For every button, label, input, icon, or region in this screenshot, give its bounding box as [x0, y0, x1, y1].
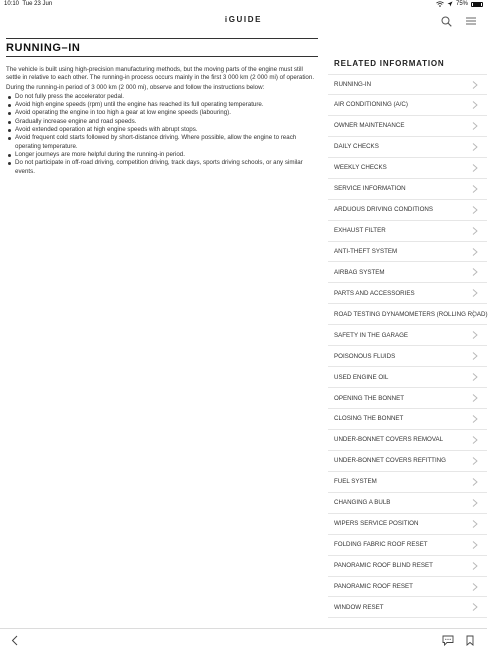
related-item[interactable]	[328, 200, 487, 221]
related-item-label: POISONOUS FLUIDS	[334, 352, 396, 360]
search-icon[interactable]	[439, 14, 453, 28]
instruction-item: Avoid extended operation at high engine speeds with abrupt stops.	[6, 126, 318, 134]
chevron-right-icon	[472, 81, 478, 89]
related-item-label: OPENING THE BONNET	[334, 394, 405, 402]
page-title: RUNNING–IN	[6, 42, 81, 54]
related-item-label: WEEKLY CHECKS	[334, 164, 387, 172]
chevron-right-icon	[472, 248, 478, 256]
related-item[interactable]	[328, 158, 487, 179]
bottom-toolbar	[0, 628, 487, 650]
related-item-label: RUNNING-IN	[334, 80, 372, 88]
wifi-icon	[436, 1, 444, 7]
related-item-label: ROAD TESTING DYNAMOMETERS (ROLLING ROAD)	[334, 310, 488, 318]
related-item-label: AIR CONDITIONING (A/C)	[334, 101, 408, 109]
instruction-item: Avoid operating the engine in too high a gear at low engine speeds (labouring).	[6, 109, 318, 117]
related-item-label: ANTI-THEFT SYSTEM	[334, 247, 398, 255]
related-item-label: OWNER MAINTENANCE	[334, 122, 405, 130]
related-item[interactable]	[328, 325, 487, 346]
related-item[interactable]	[328, 535, 487, 556]
related-item[interactable]	[328, 409, 487, 430]
bookmark-icon[interactable]	[463, 633, 477, 647]
related-item[interactable]	[328, 242, 487, 263]
related-item[interactable]	[328, 514, 487, 535]
related-item-label: PARTS AND ACCESSORIES	[334, 289, 415, 297]
chevron-right-icon	[472, 415, 478, 423]
related-item[interactable]	[328, 179, 487, 200]
chevron-right-icon	[472, 143, 478, 151]
related-item-label: FOLDING FABRIC ROOF RESET	[334, 541, 428, 549]
related-item[interactable]	[328, 221, 487, 242]
related-information-panel	[328, 54, 487, 618]
chevron-right-icon	[472, 562, 478, 570]
related-item-label: FUEL SYSTEM	[334, 478, 377, 486]
chevron-right-icon	[472, 583, 478, 591]
instruction-item: Avoid frequent cold starts followed by short-distance driving. Where possible, allow the engine to reach operating temperature.	[6, 134, 318, 151]
related-item[interactable]	[328, 367, 487, 388]
related-item[interactable]	[328, 597, 487, 618]
related-item-label: AIRBAG SYSTEM	[334, 268, 385, 276]
related-title: RELATED INFORMATION	[334, 59, 445, 68]
chevron-right-icon	[472, 478, 478, 486]
related-item-label: CLOSING THE BONNET	[334, 415, 404, 423]
status-time: 10:10 Tue 23 Jun	[4, 1, 53, 7]
back-chevron-icon[interactable]	[8, 633, 22, 647]
related-list	[328, 74, 487, 618]
related-item[interactable]	[328, 577, 487, 598]
app-title: iGUIDE	[224, 15, 263, 24]
status-right	[436, 1, 483, 7]
chevron-right-icon	[472, 185, 478, 193]
chevron-right-icon	[472, 436, 478, 444]
chevron-right-icon	[472, 101, 478, 109]
battery-icon	[471, 2, 483, 7]
title-rule-bottom	[6, 56, 318, 57]
related-item[interactable]	[328, 451, 487, 472]
title-rule-top	[6, 38, 318, 39]
related-item[interactable]	[328, 74, 487, 95]
chevron-right-icon	[472, 352, 478, 360]
comment-icon[interactable]	[441, 633, 455, 647]
instruction-list	[6, 93, 318, 176]
chevron-right-icon	[472, 268, 478, 276]
related-item-label: SERVICE INFORMATION	[334, 185, 406, 193]
chevron-right-icon	[472, 331, 478, 339]
related-item-label: WIPERS SERVICE POSITION	[334, 520, 419, 528]
chevron-right-icon	[472, 603, 478, 611]
related-item[interactable]	[328, 493, 487, 514]
related-item-label: UNDER-BONNET COVERS REMOVAL	[334, 436, 444, 444]
article-body	[6, 66, 318, 176]
article-lead: During the running-in period of 3 000 km (2 000 mi), observe and follow the instructions below:	[6, 83, 265, 91]
chevron-right-icon	[472, 289, 478, 297]
related-item[interactable]	[328, 304, 487, 325]
chevron-right-icon	[472, 310, 478, 318]
related-item[interactable]	[328, 556, 487, 577]
related-item[interactable]	[328, 388, 487, 409]
related-item[interactable]	[328, 472, 487, 493]
related-item-label: DAILY CHECKS	[334, 143, 379, 151]
related-item[interactable]	[328, 262, 487, 283]
article-intro: The vehicle is built using high-precision manufacturing methods, but the moving parts of the engine must still settle in relative to each other. The running-in process occurs mainly in the first 3 000 km (2 000 mi) of operation.	[6, 66, 315, 82]
chevron-right-icon	[472, 520, 478, 528]
chevron-right-icon	[472, 457, 478, 465]
top-bar	[0, 10, 487, 32]
related-item[interactable]	[328, 430, 487, 451]
related-item[interactable]	[328, 95, 487, 116]
hamburger-menu-icon[interactable]	[464, 14, 478, 28]
related-item[interactable]	[328, 346, 487, 367]
chevron-right-icon	[472, 541, 478, 549]
chevron-right-icon	[472, 394, 478, 402]
chevron-right-icon	[472, 499, 478, 507]
related-item-label: EXHAUST FILTER	[334, 227, 386, 235]
related-item-label: USED ENGINE OIL	[334, 373, 389, 381]
related-item-label: WINDOW RESET	[334, 603, 384, 611]
chevron-right-icon	[472, 227, 478, 235]
instruction-item: Longer journeys are more helpful during the running-in period.	[6, 151, 318, 159]
instruction-item: Gradually increase engine and road speeds.	[6, 118, 318, 126]
chevron-right-icon	[472, 122, 478, 130]
related-item-label: SAFETY IN THE GARAGE	[334, 331, 409, 339]
location-icon	[447, 1, 453, 7]
instruction-item: Do not fully press the accelerator pedal.	[6, 93, 318, 101]
status-bar	[0, 0, 487, 10]
chevron-right-icon	[472, 373, 478, 381]
related-item-label: CHANGING A BULB	[334, 499, 391, 507]
related-item-label: ARDUOUS DRIVING CONDITIONS	[334, 206, 434, 214]
related-item[interactable]	[328, 116, 487, 137]
chevron-right-icon	[472, 206, 478, 214]
instruction-item: Avoid high engine speeds (rpm) until the engine has reached its full operating temperature.	[6, 101, 318, 109]
chevron-right-icon	[472, 164, 478, 172]
battery-percent: 75%	[455, 1, 468, 7]
related-item-label: UNDER-BONNET COVERS REFITTING	[334, 457, 446, 465]
related-item-label: PANORAMIC ROOF RESET	[334, 582, 413, 590]
related-item[interactable]	[328, 283, 487, 304]
instruction-item: Do not participate in off-road driving, competition driving, track days, sports driving schools, or any similar events.	[6, 159, 318, 176]
related-item-label: PANORAMIC ROOF BLIND RESET	[334, 562, 433, 570]
related-item[interactable]	[328, 137, 487, 158]
